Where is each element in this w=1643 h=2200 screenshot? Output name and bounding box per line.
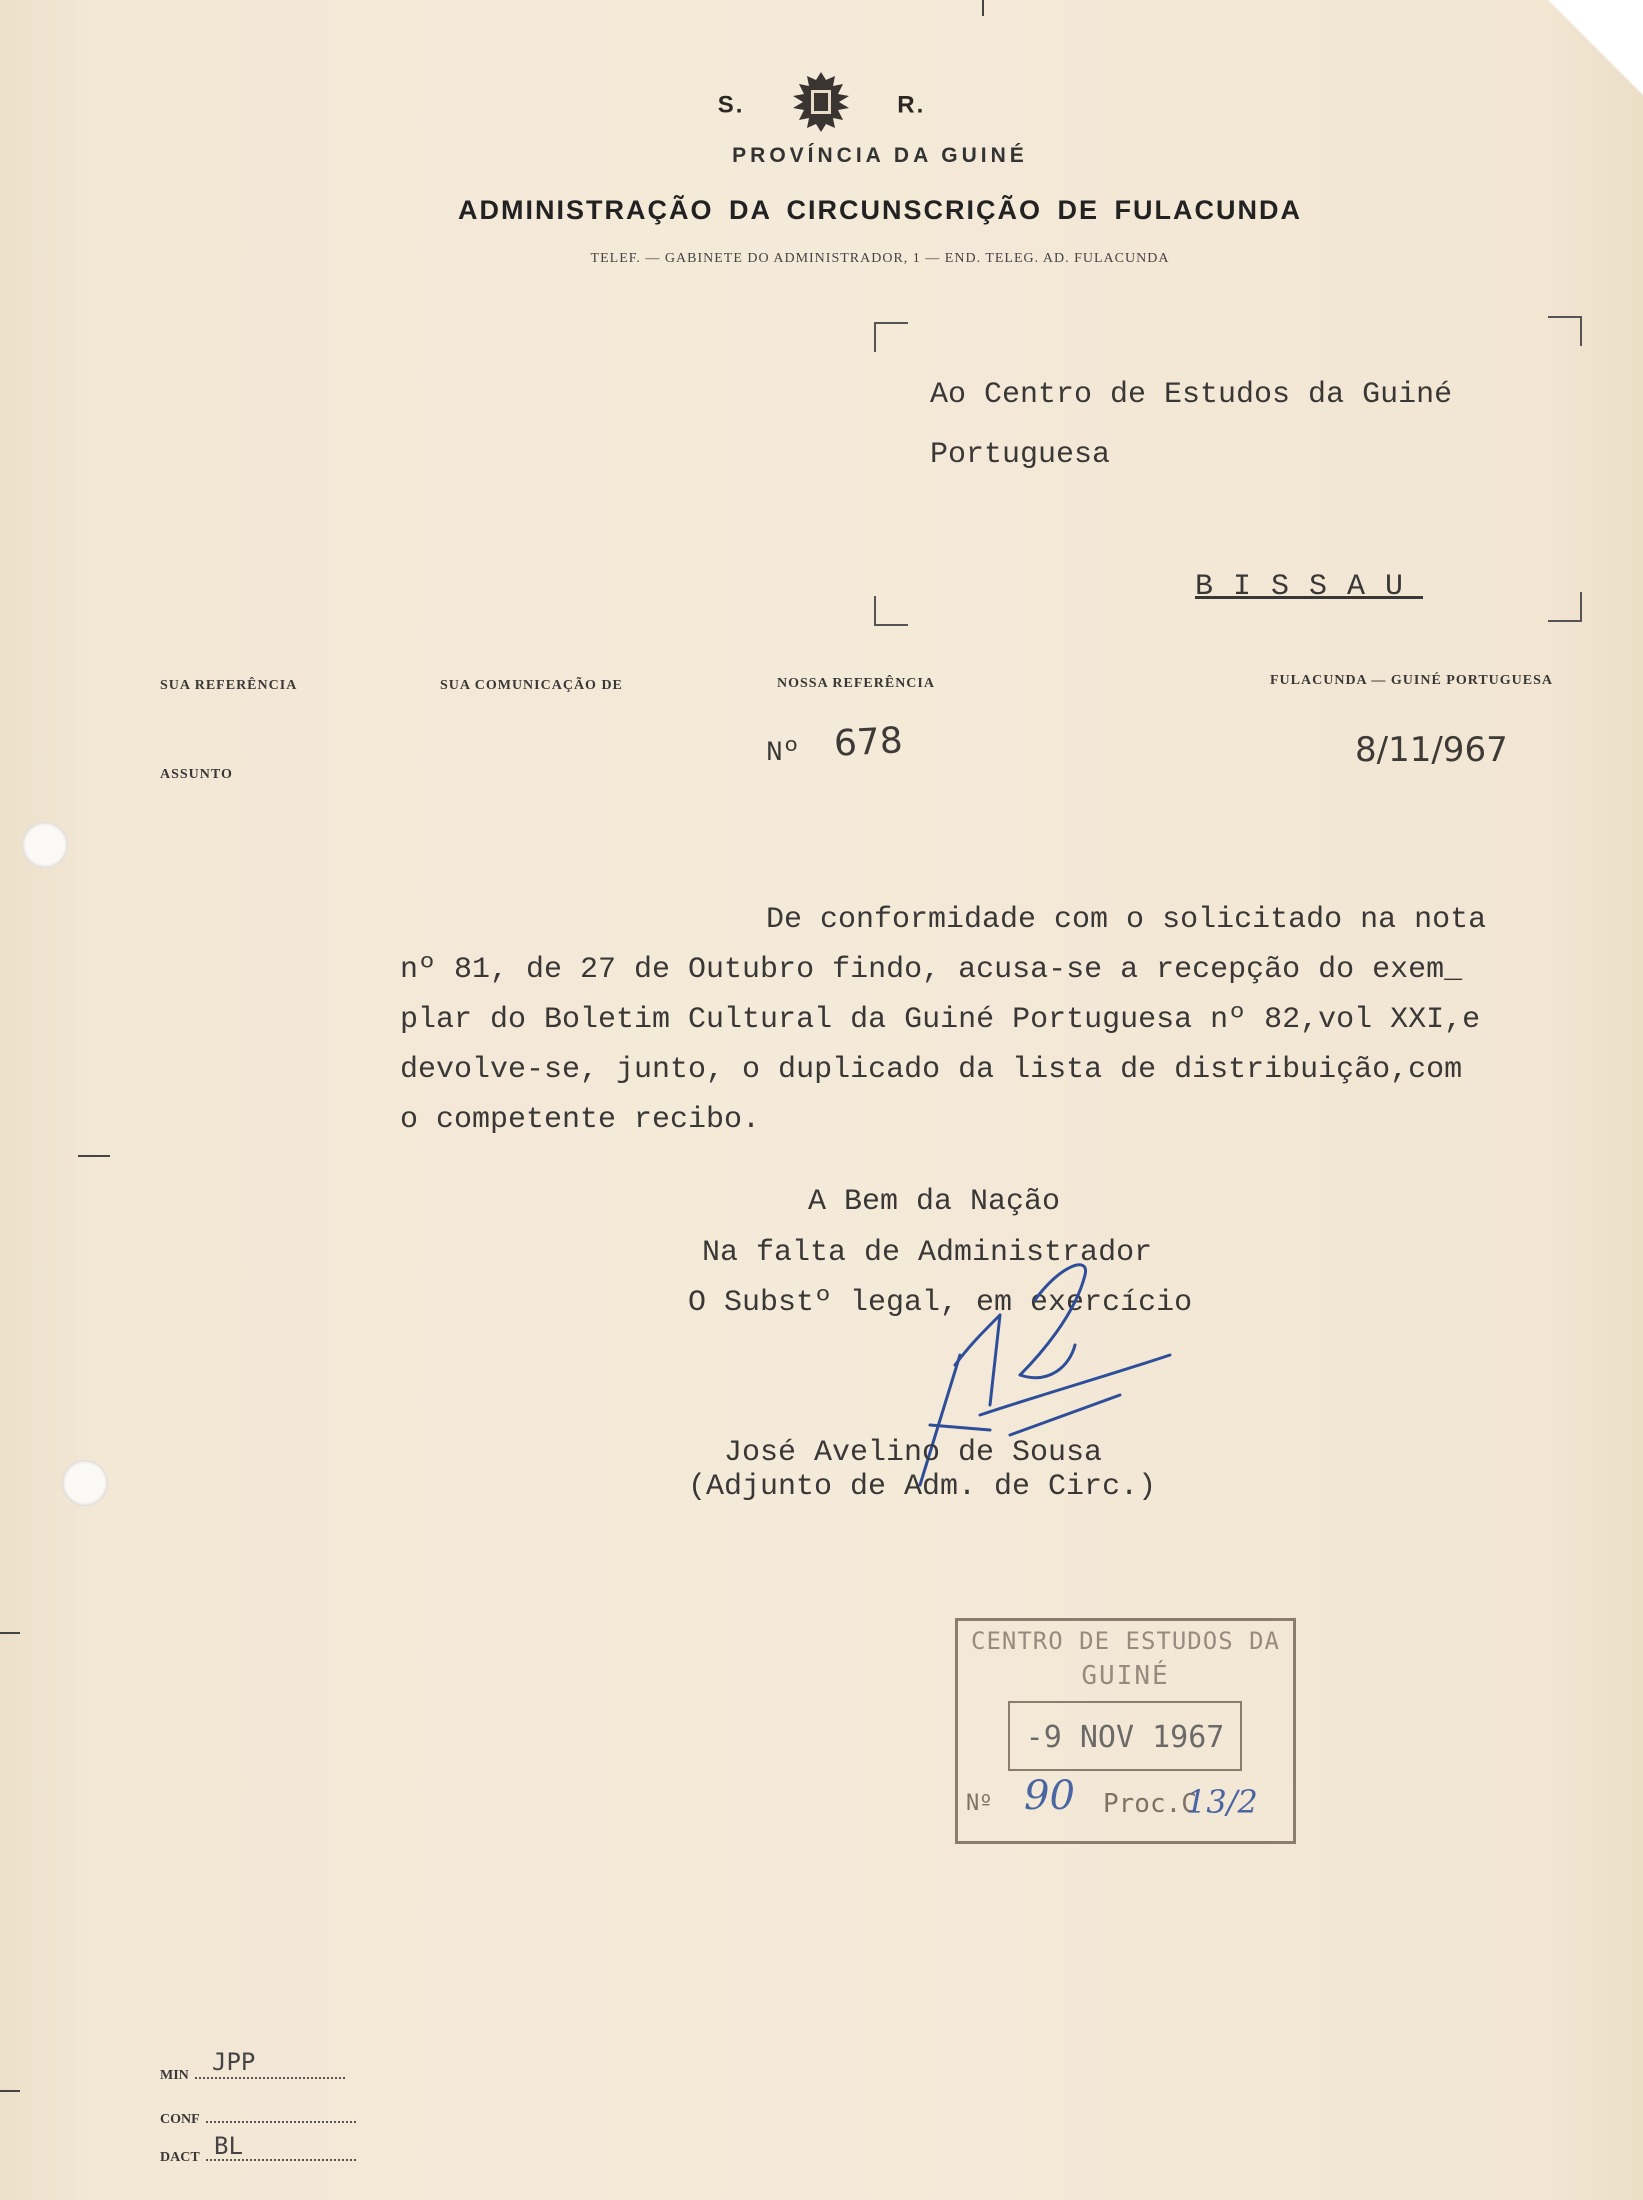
letter-date: 8/11/967	[1355, 730, 1508, 770]
stamp-line2: GUINÉ	[1081, 1661, 1170, 1691]
margin-mark	[0, 2090, 20, 2092]
min-label: MIN	[160, 2068, 189, 2083]
punch-hole	[62, 1460, 108, 1506]
body-line: De conformidade com o solicitado na nota	[766, 903, 1487, 937]
ref-number: 678	[832, 720, 904, 765]
telegraph-line: TELEF. — GABINETE DO ADMINISTRADOR, 1 — END. TELEG. AD. FULACUNDA	[590, 251, 1170, 266]
signatory-title: (Adjunto de Adm. de Circ.)	[688, 1470, 1157, 1504]
dotted-line	[195, 2077, 345, 2079]
dact-initials: BL	[214, 2132, 243, 2160]
letterhead-sr	[0, 70, 1643, 141]
label-nossa-referencia: NOSSA REFERÊNCIA	[777, 676, 935, 691]
body-line: nº 81, de 27 de Outubro findo, acusa-se a recepção do exem_	[400, 953, 1463, 987]
letter-body	[400, 895, 1640, 1145]
address-corner	[874, 322, 908, 352]
dact-label: DACT	[160, 2150, 200, 2165]
stamp-line1: CENTRO DE ESTUDOS DA	[971, 1627, 1280, 1655]
stamp-date: -9 NOV 1967	[1025, 1720, 1225, 1755]
receipt-stamp	[955, 1618, 1296, 1844]
stamp-date-box	[1008, 1701, 1242, 1771]
administration-heading: ADMINISTRAÇÃO DA CIRCUNSCRIÇÃO DE FULACUNDA	[458, 195, 1302, 225]
dotted-line	[206, 2121, 356, 2123]
footer-conf	[160, 2112, 356, 2128]
coat-of-arms-icon	[783, 70, 859, 141]
stamp-no-value: 90	[1024, 1773, 1075, 1819]
stamp-proc-label: Proc.C	[1103, 1789, 1197, 1819]
margin-mark	[78, 1155, 110, 1157]
min-initials: JPP	[212, 2048, 256, 2076]
salutation: A Bem da Nação	[808, 1185, 1061, 1219]
address-corner	[1548, 316, 1582, 346]
footer-dact	[160, 2150, 356, 2166]
closing-line2: O Substº legal, em exercício	[688, 1286, 1193, 1320]
s-label: S.	[717, 91, 745, 119]
province-heading: PROVÍNCIA DA GUINÉ	[732, 144, 1028, 167]
label-place: FULACUNDA — GUINÉ PORTUGUESA	[1270, 673, 1554, 688]
ref-prefix: Nº	[766, 738, 800, 769]
r-label: R.	[897, 91, 926, 119]
margin-mark	[0, 1632, 20, 1634]
recipient-city: BISSAU	[1195, 570, 1424, 604]
body-line: o competente recibo.	[400, 1103, 761, 1137]
label-assunto: ASSUNTO	[160, 767, 233, 782]
punch-hole	[22, 822, 68, 868]
signatory-name: José Avelino de Sousa	[724, 1436, 1103, 1470]
body-line: devolve-se, junto, o duplicado da lista de distribuição,com	[400, 1053, 1463, 1087]
stamp-proc-value: 13/2	[1186, 1783, 1258, 1821]
closing-line1: Na falta de Administrador	[702, 1236, 1153, 1270]
address-corner	[1548, 592, 1582, 622]
recipient-line1: Ao Centro de Estudos da Guiné	[930, 378, 1453, 412]
label-sua-comunicacao: SUA COMUNICAÇÃO DE	[440, 678, 623, 693]
label-sua-referencia: SUA REFERÊNCIA	[160, 678, 298, 693]
body-line: plar do Boletim Cultural da Guiné Portuguesa nº 82,vol XXI,e	[400, 1003, 1481, 1037]
stamp-no-label: Nº	[966, 1791, 993, 1816]
recipient-line2: Portuguesa	[930, 438, 1111, 472]
conf-label: CONF	[160, 2112, 200, 2127]
margin-mark	[982, 0, 984, 16]
address-corner	[874, 596, 908, 626]
